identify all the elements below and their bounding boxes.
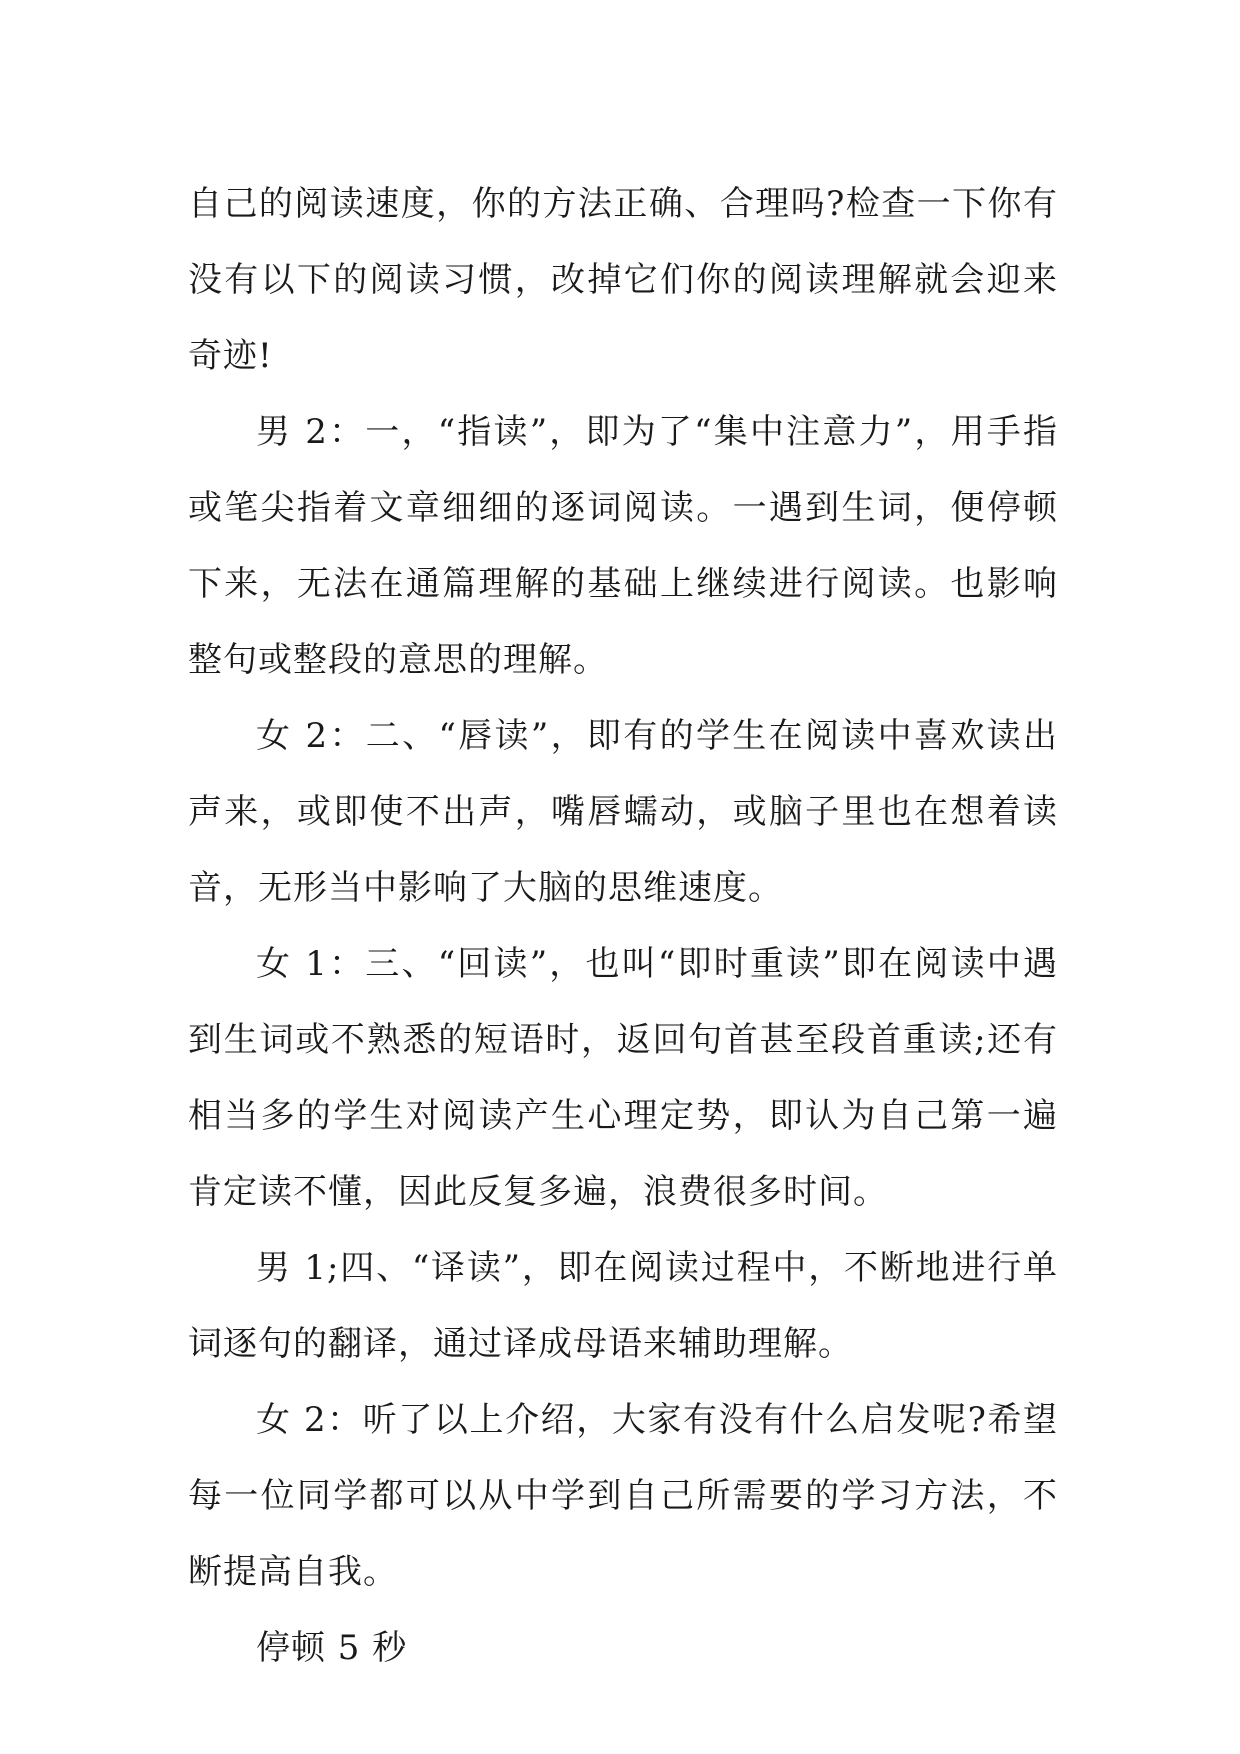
document-body bbox=[188, 166, 1058, 1686]
paragraph-female-1-rereading: 女 1：三、“回读”，也叫“即时重读”即在阅读中遇到生词或不熟悉的短语时，返回句首甚至段首重读;还有相当多的学生对阅读产生心理定势，即认为自己第一遍肯定读不懂，因此反复多遍，浪费很多时间。 bbox=[188, 944, 1058, 1212]
paragraph-male-2: 男 2：一，“指读”，即为了“集中注意力”，用手指或笔尖指着文章细细的逐词阅读。一遇到生词，便停顿下来，无法在通篇理解的基础上继续进行阅读。也影响整句或整段的意思的理解。 bbox=[188, 412, 1058, 680]
paragraph-male-1-translating: 男 1;四、“译读”，即在阅读过程中，不断地进行单词逐句的翻译，通过译成母语来辅助理解。 bbox=[188, 1248, 1058, 1364]
paragraph-pause-note: 停顿 5 秒 bbox=[256, 1628, 408, 1668]
paragraph-continuation: 自己的阅读速度，你的方法正确、合理吗?检查一下你有没有以下的阅读习惯，改掉它们你的阅读理解就会迎来奇迹! bbox=[188, 184, 1058, 376]
paragraph-female-2-summary: 女 2：听了以上介绍，大家有没有什么启发呢?希望每一位同学都可以从中学到自己所需要的学习方法，不断提高自我。 bbox=[188, 1400, 1058, 1592]
paragraph-female-2-lip-reading: 女 2：二、“唇读”，即有的学生在阅读中喜欢读出声来，或即使不出声，嘴唇蠕动，或脑子里也在想着读音，无形当中影响了大脑的思维速度。 bbox=[188, 716, 1058, 908]
